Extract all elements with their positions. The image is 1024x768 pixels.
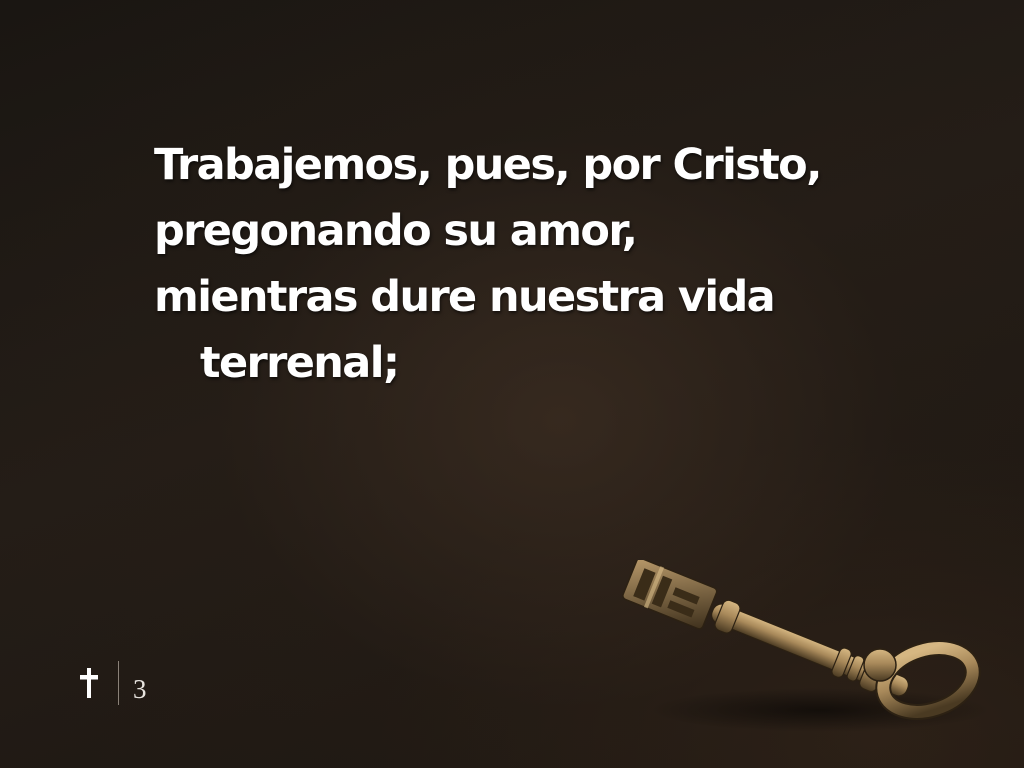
verse-text bbox=[154, 132, 914, 396]
cross-icon bbox=[76, 666, 102, 700]
verse-line-4: terrenal; bbox=[200, 338, 399, 388]
verse-line-3: mientras dure nuestra vida bbox=[154, 272, 775, 322]
slide-footer bbox=[76, 660, 147, 706]
verse-line-2: pregonando su amor, bbox=[154, 206, 637, 256]
verse-line-1: Trabajemos, pues, por Cristo, bbox=[154, 140, 821, 190]
footer-divider bbox=[118, 661, 119, 705]
page-number: 3 bbox=[133, 674, 147, 704]
key-bit bbox=[622, 560, 718, 630]
key-image bbox=[610, 560, 990, 740]
